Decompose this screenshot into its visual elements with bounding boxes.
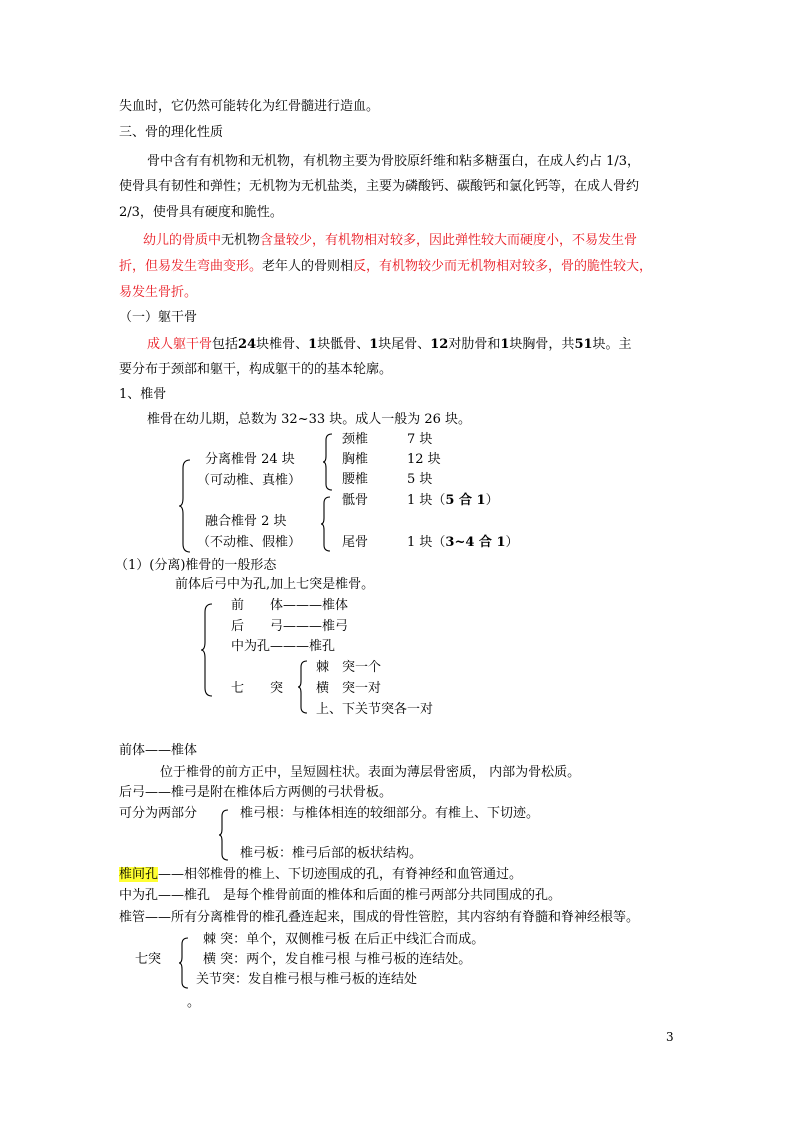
- pedicle-desc: 椎弓根：与椎体相连的较细部分。有椎上、下切迹。: [240, 806, 540, 821]
- text-span: 块。主: [592, 337, 632, 352]
- text-span: 1: [500, 337, 510, 352]
- highlighted-term: 椎间孔: [119, 867, 159, 882]
- form-back: 后 弓———椎弓: [231, 619, 349, 634]
- text-line: 使骨具有韧性和弹性；无机物为无机盐类，主要为磷酸钙、碳酸钙和氯化钙等，在成人骨约: [119, 179, 640, 194]
- brace-separate: [322, 432, 334, 492]
- text-span: 1: [369, 337, 379, 352]
- text-span: 块尾骨、: [378, 337, 431, 352]
- text-line: [119, 865, 522, 885]
- text-line: 要分布于颈部和躯干，构成躯干的的基本轮廓。: [119, 362, 393, 377]
- form-middle: 中为孔———椎孔: [231, 639, 336, 654]
- text-span: 1 块（: [407, 493, 446, 508]
- text-span: 对肋骨和: [448, 337, 501, 352]
- section-heading: 三、骨的理化性质: [119, 125, 224, 140]
- form-transverse: 横 突一对: [316, 681, 382, 696]
- text-line: 后弓——椎弓是附在椎体后方两侧的弓状骨板。: [119, 785, 393, 800]
- brace-seven: [178, 936, 190, 990]
- sacrum-count: [407, 491, 499, 511]
- text-span: ）: [505, 535, 519, 550]
- trailing-dot: 。: [187, 995, 201, 1010]
- coccyx-count: [407, 533, 519, 553]
- subsection-heading: （1）(分离)椎骨的一般形态: [115, 558, 277, 573]
- text-span: 块胸骨，共: [509, 337, 575, 352]
- text-span: 1 块（: [407, 535, 446, 550]
- text-span: 3~4 合 1: [445, 535, 506, 550]
- text-span: 51: [574, 337, 593, 352]
- fused-vertebrae-note: （不动椎、假椎）: [197, 535, 302, 550]
- brace-processes: [297, 659, 309, 715]
- text-span: 老年人: [262, 259, 302, 274]
- text-span: ——相邻椎骨的椎上、下切迹围成的孔，有脊神经和血管通过。: [158, 867, 523, 882]
- highlight-paragraph-line: [119, 257, 652, 277]
- form-spinous: 棘 突一个: [316, 660, 382, 675]
- text-span: 成人躯干骨: [147, 337, 213, 352]
- lamina-desc: 椎弓板：椎弓后部的板状结构。: [240, 846, 423, 861]
- text-line: 前体——椎体: [119, 743, 198, 758]
- text-line: 椎骨在幼儿期，总数为 32~33 块。成人一般为 26 块。: [147, 412, 472, 427]
- highlight-paragraph-line: 易发生骨折。: [119, 285, 198, 300]
- brace-arch-parts: [218, 808, 230, 862]
- form-front: 前 体———椎体: [231, 598, 349, 613]
- brace-form: [200, 602, 214, 698]
- text-line: 可分为两部分: [119, 806, 198, 821]
- seven-processes-label: 七突: [135, 952, 162, 967]
- cervical-label: 颈椎: [342, 432, 369, 447]
- text-span: 24: [238, 337, 257, 352]
- lumbar-count: 5 块: [407, 472, 433, 487]
- thoracic-label: 胸椎: [342, 452, 369, 467]
- text-span: 1: [308, 337, 318, 352]
- thoracic-count: 12 块: [407, 452, 441, 467]
- subsection-heading: 1、椎骨: [119, 387, 167, 402]
- text-span: 5 合 1: [445, 493, 486, 508]
- text-span: 12: [430, 337, 449, 352]
- text-span: 块骶骨、: [317, 337, 370, 352]
- brace-fused: [320, 495, 332, 553]
- form-seven: 七 突: [231, 681, 284, 696]
- lumbar-label: 腰椎: [342, 472, 369, 487]
- page-number: 3: [666, 1030, 674, 1044]
- brace-outer: [178, 458, 192, 554]
- form-articular: 上、下关节突各一对: [316, 702, 434, 717]
- text-line: [147, 335, 632, 355]
- text-span: ）: [485, 493, 499, 508]
- text-line: 位于椎骨的前方正中，呈短圆柱状。表面为薄层骨密质， 内部为骨松质。: [160, 765, 581, 780]
- text-line: 失血时，它仍然可能转化为红骨髓进行造血。: [119, 99, 380, 114]
- text-span: 折，但易发生弯曲变形。: [119, 259, 263, 274]
- subsection-heading: （一）躯干骨: [119, 310, 198, 325]
- text-span: 的骨则相: [301, 259, 354, 274]
- text-span: 含量较少，有机物相对较多，因此弹性较大而硬度小，不易发生骨: [260, 233, 638, 248]
- sacrum-label: 骶骨: [342, 493, 369, 508]
- text-line: 椎管——所有分离椎骨的椎孔叠连起来，围成的骨性管腔，其内容纳有脊髓和脊神经根等。: [119, 910, 640, 925]
- mnemonic-line: 前体后弓中为孔,加上七突是椎骨。: [175, 577, 375, 592]
- text-span: 无机物: [221, 233, 261, 248]
- text-span: 块椎骨、: [256, 337, 309, 352]
- text-line: 中为孔——椎孔 是每个椎骨前面的椎体和后面的椎弓两部分共同围成的孔。: [119, 888, 562, 903]
- text-span: 包括: [212, 337, 239, 352]
- text-span: 幼儿的骨质中: [143, 233, 222, 248]
- transverse-desc: 横 突：两个，发自椎弓根 与椎弓板的连结处。: [203, 952, 472, 967]
- coccyx-label: 尾骨: [342, 535, 369, 550]
- separate-vertebrae-label: 分离椎骨 24 块: [205, 452, 295, 467]
- text-line: 2/3，使骨具有硬度和脆性。: [119, 205, 283, 220]
- spinous-desc: 棘 突：单个，双侧椎弓板 在后正中线汇合而成。: [203, 932, 485, 947]
- highlight-paragraph-line: [143, 231, 637, 251]
- cervical-count: 7 块: [407, 432, 433, 447]
- text-line: 骨中含有有机物和无机物，有机物主要为骨胶原纤维和粘多糖蛋白，在成人约占 1/3，: [147, 154, 641, 169]
- fused-vertebrae-label: 融合椎骨 2 块: [205, 514, 287, 529]
- separate-vertebrae-note: （可动椎、真椎）: [197, 473, 302, 488]
- text-span: 反，有机物较少而无机物相对较多，骨的脆性较大，: [353, 259, 653, 274]
- articular-desc: 关节突：发自椎弓根与椎弓板的连结处: [196, 972, 418, 987]
